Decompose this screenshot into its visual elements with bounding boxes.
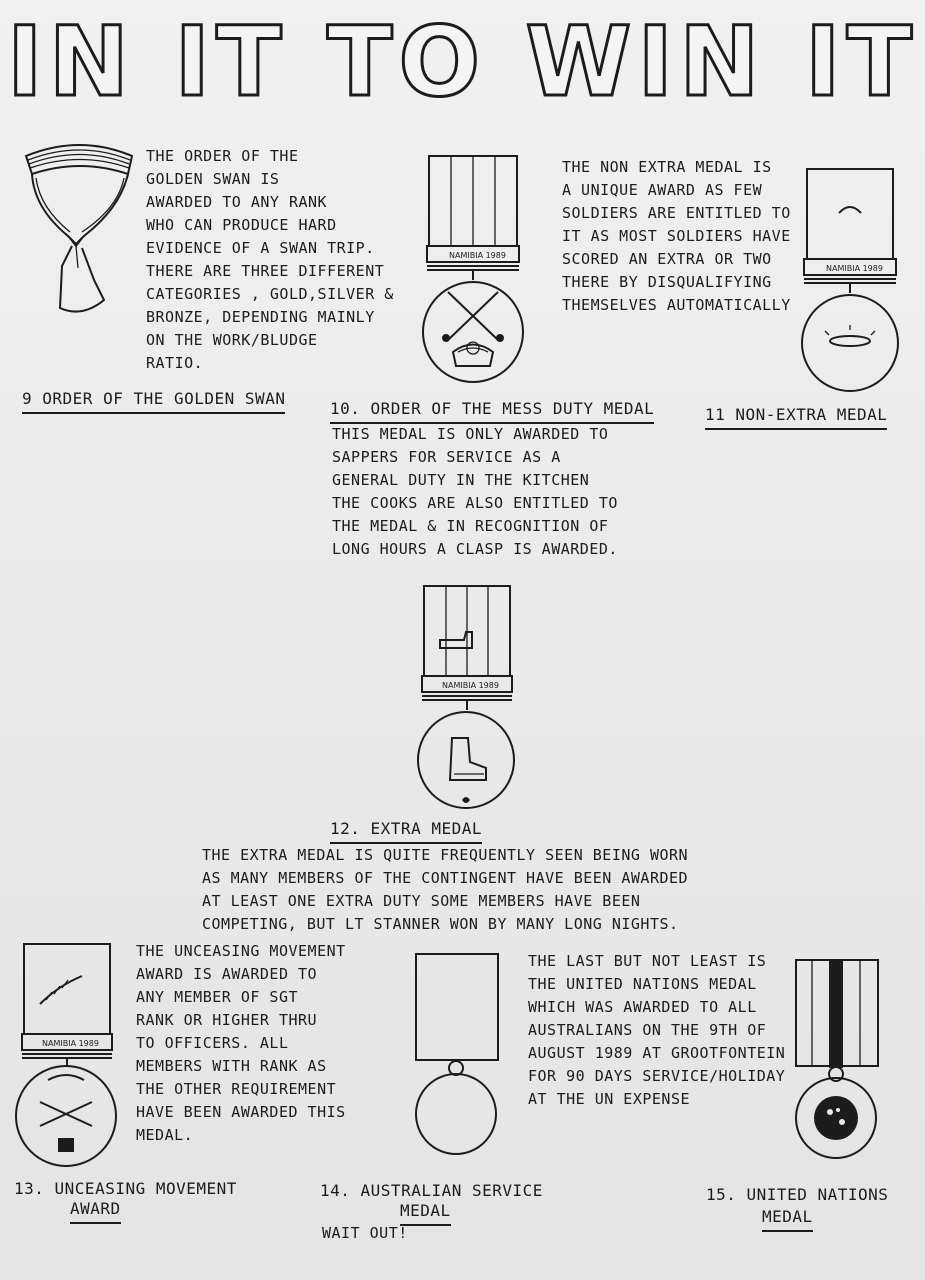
golden-swan-ribbon-illustration <box>20 138 140 323</box>
svg-text:NAMIBIA 1989: NAMIBIA 1989 <box>42 1039 99 1048</box>
extra-medal-description: THE EXTRA MEDAL IS QUITE FREQUENTLY SEEN BEING WORN AS MANY MEMBERS OF THE CONTINGENT HAVE BEEN AWARDED AT LEAST ONE EXTRA DUTY SOME MEMBERS HAVE BEEN COMPETING, BUT LT STANNER WON BY MANY LONG NIGHTS. <box>202 846 689 933</box>
united-nations-description: THE LAST BUT NOT LEAST IS THE UNITED NATIONS MEDAL WHICH WAS AWARDED TO ALL AUSTRALIANS ON THE 9TH OF AUGUST 1989 AT GROOTFONTEIN FOR 90 DAYS SERVICE/HOLIDAY AT THE UN EXPENSE <box>528 952 786 1108</box>
non-extra-caption: 11 NON-EXTRA MEDAL <box>705 404 887 430</box>
united-nations-caption-line2: MEDAL <box>762 1206 813 1232</box>
extra-medal-illustration <box>410 582 522 814</box>
unceasing-movement-caption-line2: AWARD <box>70 1198 121 1224</box>
golden-swan-description: THE ORDER OF THE GOLDEN SWAN IS AWARDED TO ANY RANK WHO CAN PRODUCE HARD EVIDENCE OF A SWAN TRIP. THERE ARE THREE DIFFERENT CATEGORIES , GOLD,SILVER & BRONZE, DEPENDING MAINLY ON THE WORK/BLUDGE RATIO. <box>146 147 394 372</box>
unceasing-movement-caption-line1: 13. UNCEASING MOVEMENT <box>14 1179 237 1198</box>
mess-duty-caption: 10. ORDER OF THE MESS DUTY MEDAL <box>330 398 654 424</box>
united-nations-medal-illustration <box>786 952 888 1164</box>
unceasing-movement-description: THE UNCEASING MOVEMENT AWARD IS AWARDED TO ANY MEMBER OF SGT RANK OR HIGHER THRU TO OFFICERS. ALL MEMBERS WITH RANK AS THE OTHER REQUIREMENT HAVE BEEN AWARDED THIS MEDAL. <box>136 942 346 1144</box>
unceasing-movement-medal-illustration <box>10 940 122 1172</box>
extra-medal-caption: 12. EXTRA MEDAL <box>330 818 482 844</box>
svg-text:NAMIBIA 1989: NAMIBIA 1989 <box>449 251 506 260</box>
australian-service-caption-line2: MEDAL <box>400 1200 451 1226</box>
australian-service-note: WAIT OUT! <box>322 1224 408 1242</box>
mess-duty-medal-illustration <box>418 152 528 384</box>
page-title: IN IT TO WIN IT <box>6 6 919 118</box>
golden-swan-caption: 9 ORDER OF THE GOLDEN SWAN <box>22 388 285 414</box>
mess-duty-description: THIS MEDAL IS ONLY AWARDED TO SAPPERS FOR SERVICE AS A GENERAL DUTY IN THE KITCHEN THE COOKS ARE ALSO ENTITLED TO THE MEDAL & IN RECOGNITION OF LONG HOURS A CLASP IS AWARDED. <box>332 425 618 558</box>
australian-service-caption-line1: 14. AUSTRALIAN SERVICE <box>320 1181 543 1200</box>
australian-service-medal-illustration <box>408 950 504 1160</box>
united-nations-caption-line1: 15. UNITED NATIONS <box>706 1185 889 1204</box>
non-extra-description: THE NON EXTRA MEDAL IS A UNIQUE AWARD AS FEW SOLDIERS ARE ENTITLED TO IT AS MOST SOLDIERS HAVE SCORED AN EXTRA OR TWO THERE BY DISQUALIFYING THEMSELVES AUTOMATICALLY <box>562 158 791 314</box>
svg-text:NAMIBIA 1989: NAMIBIA 1989 <box>442 681 499 690</box>
svg-text:NAMIBIA 1989: NAMIBIA 1989 <box>826 264 883 273</box>
non-extra-medal-illustration <box>795 165 905 397</box>
